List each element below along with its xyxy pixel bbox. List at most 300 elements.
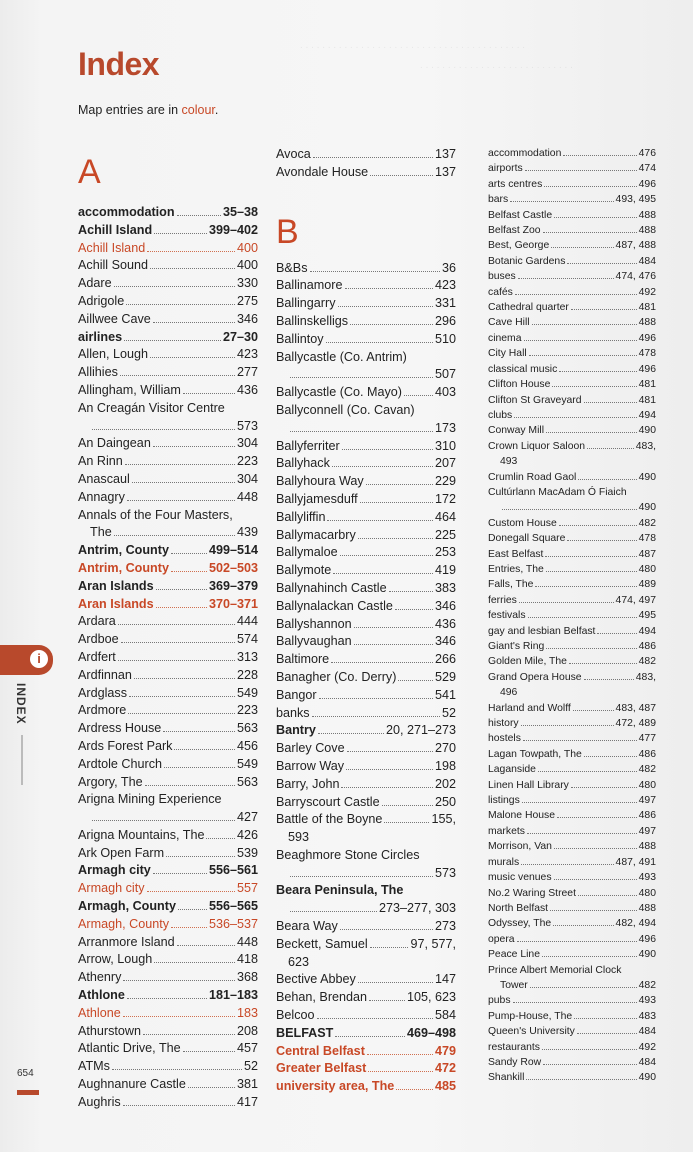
entry-name: Aughris bbox=[78, 1094, 121, 1109]
entry-pages: 370–371 bbox=[208, 596, 258, 611]
entry-pages: 480 bbox=[638, 779, 656, 791]
index-entry bbox=[78, 987, 258, 1005]
entry-name: arts centres bbox=[488, 178, 543, 190]
entry-pages: 490 bbox=[638, 425, 656, 437]
leader-dots bbox=[538, 771, 637, 772]
entry-pages: 304 bbox=[236, 471, 258, 486]
entry-name: BELFAST bbox=[276, 1025, 334, 1040]
entry-name: Achill Island bbox=[78, 240, 146, 255]
index-entry bbox=[488, 439, 656, 454]
leader-dots bbox=[559, 525, 637, 526]
entry-pages: 563 bbox=[236, 774, 258, 789]
index-entry bbox=[276, 705, 456, 723]
entry-pages: 477 bbox=[638, 733, 656, 745]
entry-name: Ballyhack bbox=[276, 456, 330, 471]
entry-pages: 147 bbox=[434, 972, 456, 987]
entry-name: Greater Belfast bbox=[276, 1061, 367, 1076]
leader-dots bbox=[120, 375, 235, 376]
index-entry bbox=[78, 738, 258, 756]
entry-pages: 488 bbox=[638, 317, 656, 329]
leader-dots bbox=[153, 446, 235, 447]
leader-dots bbox=[398, 680, 433, 681]
entry-pages: 573 bbox=[236, 418, 258, 433]
entry-pages: 436 bbox=[236, 382, 258, 397]
subtitle-accent-word: colour bbox=[181, 103, 215, 117]
entry-pages: 496 bbox=[638, 933, 656, 945]
index-entry bbox=[78, 862, 258, 880]
leader-dots bbox=[345, 288, 433, 289]
index-entry bbox=[488, 577, 656, 592]
entry-name: Botanic Gardens bbox=[488, 255, 566, 267]
index-entry bbox=[276, 794, 456, 812]
entry-name: Annals of the Four Masters, bbox=[78, 507, 233, 522]
entry-pages: 474 bbox=[638, 163, 656, 175]
entry-name: restaurants bbox=[488, 1041, 540, 1053]
entry-name: Armagh city bbox=[78, 881, 145, 896]
entry-pages: 273–277, 303 bbox=[378, 901, 456, 916]
entry-name: Ballyjamesduff bbox=[276, 491, 358, 506]
entry-name: Aillwee Cave bbox=[78, 311, 151, 326]
entry-name: airports bbox=[488, 163, 523, 175]
leader-dots bbox=[515, 294, 637, 295]
entry-name: Ballintoy bbox=[276, 331, 324, 346]
index-entry bbox=[276, 1025, 456, 1043]
entry-pages: 487, 491 bbox=[615, 856, 656, 868]
entry-name: Crumlin Road Gaol bbox=[488, 471, 577, 483]
entry-pages: 20, 271–273 bbox=[385, 723, 456, 738]
entry-pages: 368 bbox=[236, 970, 258, 985]
index-entry bbox=[78, 951, 258, 969]
leader-dots bbox=[92, 429, 235, 430]
entry-name: Beckett, Samuel bbox=[276, 936, 368, 951]
leader-dots bbox=[188, 1087, 235, 1088]
entry-name: Ards Forest Park bbox=[78, 738, 173, 753]
entry-name: cafés bbox=[488, 286, 513, 298]
leader-dots bbox=[150, 268, 235, 269]
leader-dots bbox=[342, 449, 433, 450]
entry-pages: 510 bbox=[434, 331, 456, 346]
entry-pages: 457 bbox=[236, 1041, 258, 1056]
tab-label-index: INDEX bbox=[14, 683, 28, 725]
entry-name: Belfast Castle bbox=[488, 209, 553, 221]
entry-name: Linen Hall Library bbox=[488, 779, 569, 791]
leader-dots bbox=[126, 304, 235, 305]
index-entry bbox=[78, 969, 258, 987]
entry-pages: 489 bbox=[638, 579, 656, 591]
entry-name: Lagan Towpath, The bbox=[488, 748, 582, 760]
entry-name: Ballyconnell (Co. Cavan) bbox=[276, 402, 415, 417]
index-entry bbox=[276, 651, 456, 669]
index-entry bbox=[276, 384, 456, 402]
leader-dots bbox=[290, 377, 433, 378]
entry-name: Bangor bbox=[276, 687, 317, 702]
index-entry bbox=[276, 349, 456, 367]
leader-dots bbox=[335, 1036, 405, 1037]
index-entry bbox=[78, 222, 258, 240]
entry-name: Avoca bbox=[276, 147, 311, 161]
entry-name: Ballyhoura Way bbox=[276, 474, 364, 489]
leader-dots bbox=[121, 642, 235, 643]
leader-dots bbox=[530, 987, 637, 988]
leader-dots bbox=[526, 1079, 636, 1080]
index-entry bbox=[276, 882, 456, 900]
entry-name: Aran Islands bbox=[78, 578, 154, 593]
entry-pages: 482 bbox=[638, 517, 656, 529]
index-entry bbox=[488, 254, 656, 269]
page-number-bar bbox=[17, 1090, 39, 1095]
entry-pages: 296 bbox=[434, 313, 456, 328]
entry-name: Beara Peninsula, The bbox=[276, 883, 404, 898]
leader-dots bbox=[571, 309, 637, 310]
index-entry bbox=[488, 562, 656, 577]
entry-pages: 478 bbox=[638, 533, 656, 545]
section-letter-b: B bbox=[276, 212, 299, 251]
index-entry bbox=[276, 580, 456, 598]
entry-pages: 482 bbox=[638, 979, 656, 991]
entry-name: Ardmore bbox=[78, 703, 127, 718]
index-entry bbox=[488, 916, 656, 931]
index-entry-map bbox=[78, 1005, 258, 1023]
entry-pages: 456 bbox=[236, 738, 258, 753]
index-entry bbox=[488, 932, 656, 947]
leader-dots bbox=[389, 591, 433, 592]
entry-name: Grand Opera House bbox=[488, 671, 582, 683]
index-entry bbox=[488, 470, 656, 485]
index-entry bbox=[488, 177, 656, 192]
index-entry bbox=[488, 238, 656, 253]
leader-dots bbox=[384, 822, 429, 823]
leader-dots bbox=[553, 925, 613, 926]
entry-pages: 35–38 bbox=[222, 205, 258, 219]
entry-name: university area, The bbox=[276, 1079, 395, 1094]
entry-name: Ballymacarbry bbox=[276, 527, 356, 542]
leader-dots bbox=[340, 929, 433, 930]
leader-dots bbox=[522, 802, 637, 803]
leader-dots bbox=[150, 357, 235, 358]
entry-pages: 304 bbox=[236, 436, 258, 451]
entry-name: music venues bbox=[488, 872, 552, 884]
page-title: Index bbox=[78, 46, 160, 82]
entry-name: Ballymaloe bbox=[276, 545, 338, 560]
entry-name: Athurstown bbox=[78, 1023, 141, 1038]
entry-pages: 250 bbox=[434, 794, 456, 809]
index-entry bbox=[488, 824, 656, 839]
entry-pages: 105, 623 bbox=[406, 990, 456, 1005]
leader-dots bbox=[584, 756, 637, 757]
leader-dots bbox=[524, 340, 637, 341]
entry-name: hostels bbox=[488, 733, 521, 745]
leader-dots bbox=[183, 393, 235, 394]
entry-pages: 330 bbox=[236, 276, 258, 291]
index-entry bbox=[78, 791, 258, 809]
leader-dots bbox=[597, 633, 636, 634]
leader-dots bbox=[123, 980, 235, 981]
index-entry bbox=[276, 331, 456, 349]
entry-pages: 472 bbox=[434, 1061, 456, 1076]
index-entry bbox=[78, 845, 258, 863]
leader-dots bbox=[333, 573, 433, 574]
index-entry bbox=[78, 685, 258, 703]
entry-pages: 346 bbox=[434, 634, 456, 649]
entry-name: Bantry bbox=[276, 723, 316, 738]
leader-dots bbox=[147, 891, 235, 892]
section-tab[interactable] bbox=[0, 645, 53, 675]
entry-pages: 27–30 bbox=[222, 329, 258, 344]
entry-name: Ballycastle (Co. Antrim) bbox=[276, 349, 407, 364]
index-entry bbox=[488, 624, 656, 639]
entry-name: Ardara bbox=[78, 614, 116, 629]
entry-name: airlines bbox=[78, 329, 123, 344]
leader-dots bbox=[395, 609, 433, 610]
entry-pages: 419 bbox=[434, 563, 456, 578]
leader-dots bbox=[554, 848, 637, 849]
entry-pages: 497 bbox=[638, 825, 656, 837]
entry-pages: 481 bbox=[638, 379, 656, 391]
leader-dots bbox=[290, 431, 433, 432]
entry-pages: 490 bbox=[638, 471, 656, 483]
index-entry bbox=[78, 257, 258, 275]
entry-pages: 557 bbox=[236, 881, 258, 896]
entry-name: Harland and Wolff bbox=[488, 702, 571, 714]
entry-pages: 399–402 bbox=[208, 222, 258, 237]
leader-dots bbox=[177, 945, 235, 946]
entry-pages: 448 bbox=[236, 934, 258, 949]
entry-name: Sandy Row bbox=[488, 1056, 542, 1068]
leader-dots bbox=[370, 947, 409, 948]
leader-dots bbox=[118, 624, 235, 625]
entry-pages: 479 bbox=[434, 1043, 456, 1058]
index-entry-map bbox=[276, 1060, 456, 1078]
entry-pages: 496 bbox=[638, 363, 656, 375]
entry-name: Achill Island bbox=[78, 222, 153, 237]
leader-dots bbox=[569, 663, 637, 664]
entry-pages: 490 bbox=[638, 949, 656, 961]
entry-pages: 369–379 bbox=[208, 578, 258, 593]
entry-pages: 486 bbox=[638, 810, 656, 822]
entry-continuation bbox=[488, 978, 656, 993]
index-entry bbox=[488, 993, 656, 1008]
entry-pages: 493 bbox=[638, 872, 656, 884]
index-entry bbox=[488, 516, 656, 531]
leader-dots bbox=[206, 838, 235, 839]
entry-name-continued: Tower bbox=[500, 979, 528, 991]
entry-pages: 496 bbox=[638, 178, 656, 190]
subtitle-period: . bbox=[214, 103, 219, 117]
entry-continuation: 593 bbox=[288, 830, 310, 845]
index-entry bbox=[78, 275, 258, 293]
entry-continuation bbox=[78, 809, 258, 827]
leader-dots bbox=[354, 644, 433, 645]
entry-name: Ballyshannon bbox=[276, 616, 352, 631]
entry-name: Beaghmore Stone Circles bbox=[276, 847, 420, 862]
entry-name: Battle of the Boyne bbox=[276, 812, 383, 827]
entry-pages: 493, 495 bbox=[615, 194, 656, 206]
index-entry bbox=[78, 346, 258, 364]
index-entry bbox=[78, 329, 258, 347]
entry-pages: 173 bbox=[434, 420, 456, 435]
entry-pages: 484 bbox=[638, 255, 656, 267]
leader-dots bbox=[153, 322, 235, 323]
entry-name: Odyssey, The bbox=[488, 918, 552, 930]
index-column-3 bbox=[488, 146, 656, 1086]
entry-pages: 223 bbox=[236, 703, 258, 718]
leader-dots bbox=[360, 502, 433, 503]
entry-pages: 492 bbox=[638, 286, 656, 298]
entry-name: Shankill bbox=[488, 1072, 525, 1084]
leader-dots bbox=[366, 484, 433, 485]
leader-dots bbox=[529, 355, 637, 356]
leader-dots bbox=[523, 740, 637, 741]
entry-pages: 469–498 bbox=[406, 1025, 456, 1040]
entry-pages: 417 bbox=[236, 1094, 258, 1109]
entry-pages: 423 bbox=[434, 278, 456, 293]
entry-name: Best, George bbox=[488, 240, 550, 252]
index-entry bbox=[488, 192, 656, 207]
index-entry bbox=[276, 669, 456, 687]
entry-name: Armagh city bbox=[78, 863, 151, 878]
entry-name: An Creagán Visitor Centre bbox=[78, 400, 225, 415]
entry-pages: 52 bbox=[243, 1059, 258, 1074]
leader-dots bbox=[145, 785, 235, 786]
index-entry-map bbox=[276, 1043, 456, 1061]
index-entry bbox=[488, 793, 656, 808]
index-entry bbox=[488, 1040, 656, 1055]
entry-name: Beara Way bbox=[276, 919, 338, 934]
entry-name: Antrim, County bbox=[78, 560, 169, 575]
entry-name: Athlone bbox=[78, 988, 125, 1003]
entry-continuation bbox=[276, 900, 456, 918]
index-entry bbox=[488, 423, 656, 438]
entry-pages: 476 bbox=[638, 148, 656, 159]
entry-pages: 383 bbox=[434, 580, 456, 595]
leader-dots bbox=[125, 464, 235, 465]
entry-pages: 172 bbox=[434, 491, 456, 506]
leader-dots bbox=[318, 733, 384, 734]
entry-name: Ardress House bbox=[78, 721, 162, 736]
entry-pages: 494 bbox=[638, 625, 656, 637]
index-entry bbox=[276, 722, 456, 740]
entry-pages: 346 bbox=[434, 598, 456, 613]
leader-dots bbox=[123, 1105, 235, 1106]
entry-name: Clifton House bbox=[488, 379, 551, 391]
leader-dots bbox=[571, 787, 637, 788]
index-entry bbox=[488, 593, 656, 608]
entry-name: Adare bbox=[78, 276, 112, 291]
entry-name: Allen, Lough bbox=[78, 347, 149, 362]
leader-dots bbox=[370, 175, 433, 176]
entry-name: Ballinamore bbox=[276, 278, 343, 293]
entry-name: Crown Liquor Saloon bbox=[488, 440, 586, 452]
entry-name: Arigna Mountains, The bbox=[78, 827, 205, 842]
entry-name: Barrow Way bbox=[276, 758, 345, 773]
index-entry bbox=[488, 608, 656, 623]
index-entry bbox=[78, 1094, 258, 1112]
entry-pages: 480 bbox=[638, 887, 656, 899]
entry-pages: 448 bbox=[236, 489, 258, 504]
tab-divider bbox=[21, 735, 23, 785]
index-entry bbox=[276, 562, 456, 580]
index-entry bbox=[488, 901, 656, 916]
entry-pages: 277 bbox=[236, 365, 258, 380]
entry-pages: 490 bbox=[638, 1072, 656, 1084]
entry-name: Queen's University bbox=[488, 1026, 575, 1038]
entry-pages: 400 bbox=[236, 240, 258, 255]
entry-name: accommodation bbox=[78, 205, 175, 219]
index-entry bbox=[78, 774, 258, 792]
entry-pages: 310 bbox=[434, 438, 456, 453]
leader-dots bbox=[584, 679, 634, 680]
entry-name: history bbox=[488, 718, 519, 730]
index-entry bbox=[78, 471, 258, 489]
index-entry bbox=[78, 1058, 258, 1076]
index-entry bbox=[276, 616, 456, 634]
leader-dots bbox=[543, 232, 637, 233]
entry-name: East Belfast bbox=[488, 548, 544, 560]
entry-pages: 472, 489 bbox=[615, 718, 656, 730]
leader-dots bbox=[542, 956, 637, 957]
entry-pages: 474, 476 bbox=[615, 271, 656, 283]
index-entry bbox=[488, 1070, 656, 1085]
entry-pages: 483, bbox=[635, 440, 656, 452]
index-entry bbox=[488, 701, 656, 716]
entry-name: Cathedral quarter bbox=[488, 302, 569, 314]
index-entry bbox=[276, 544, 456, 562]
index-entry bbox=[276, 847, 456, 865]
entry-name: Ardboe bbox=[78, 632, 119, 647]
index-entry bbox=[78, 400, 258, 418]
entry-pages: 426 bbox=[236, 827, 258, 842]
index-entry bbox=[488, 362, 656, 377]
leader-dots bbox=[369, 1000, 405, 1001]
index-entry bbox=[276, 277, 456, 295]
entry-name: Armagh, County bbox=[78, 899, 176, 914]
entry-pages: 502–503 bbox=[208, 560, 258, 575]
index-entry bbox=[488, 269, 656, 284]
entry-pages: 483, bbox=[635, 671, 656, 683]
index-entry bbox=[488, 654, 656, 669]
entry-name: murals bbox=[488, 856, 520, 868]
index-entry bbox=[276, 989, 456, 1007]
entry-name: Ballyferriter bbox=[276, 438, 340, 453]
leader-dots bbox=[367, 1054, 433, 1055]
leader-dots bbox=[550, 910, 637, 911]
entry-pages: 208 bbox=[236, 1023, 258, 1038]
index-entry bbox=[488, 485, 656, 500]
leader-dots bbox=[346, 769, 433, 770]
leader-dots bbox=[127, 998, 207, 999]
index-entry bbox=[276, 313, 456, 331]
entry-name: Ballynalackan Castle bbox=[276, 598, 393, 613]
entry-continuation bbox=[276, 420, 456, 438]
leader-dots bbox=[557, 817, 637, 818]
entry-pages: 488 bbox=[638, 902, 656, 914]
leader-dots bbox=[350, 324, 433, 325]
entry-name: opera bbox=[488, 933, 515, 945]
entry-pages: 494 bbox=[638, 409, 656, 421]
leader-dots bbox=[521, 725, 614, 726]
entry-name: bars bbox=[488, 194, 509, 206]
leader-dots bbox=[290, 911, 377, 912]
entry-pages: 574 bbox=[236, 632, 258, 647]
entry-pages: 486 bbox=[638, 748, 656, 760]
leader-dots bbox=[358, 982, 433, 983]
entry-name: An Daingean bbox=[78, 436, 151, 451]
entry-pages: 573 bbox=[434, 865, 456, 880]
entry-pages: 483, 487 bbox=[615, 702, 656, 714]
entry-pages: 529 bbox=[434, 669, 456, 684]
entry-pages: 485 bbox=[434, 1079, 456, 1094]
index-entry bbox=[488, 808, 656, 823]
